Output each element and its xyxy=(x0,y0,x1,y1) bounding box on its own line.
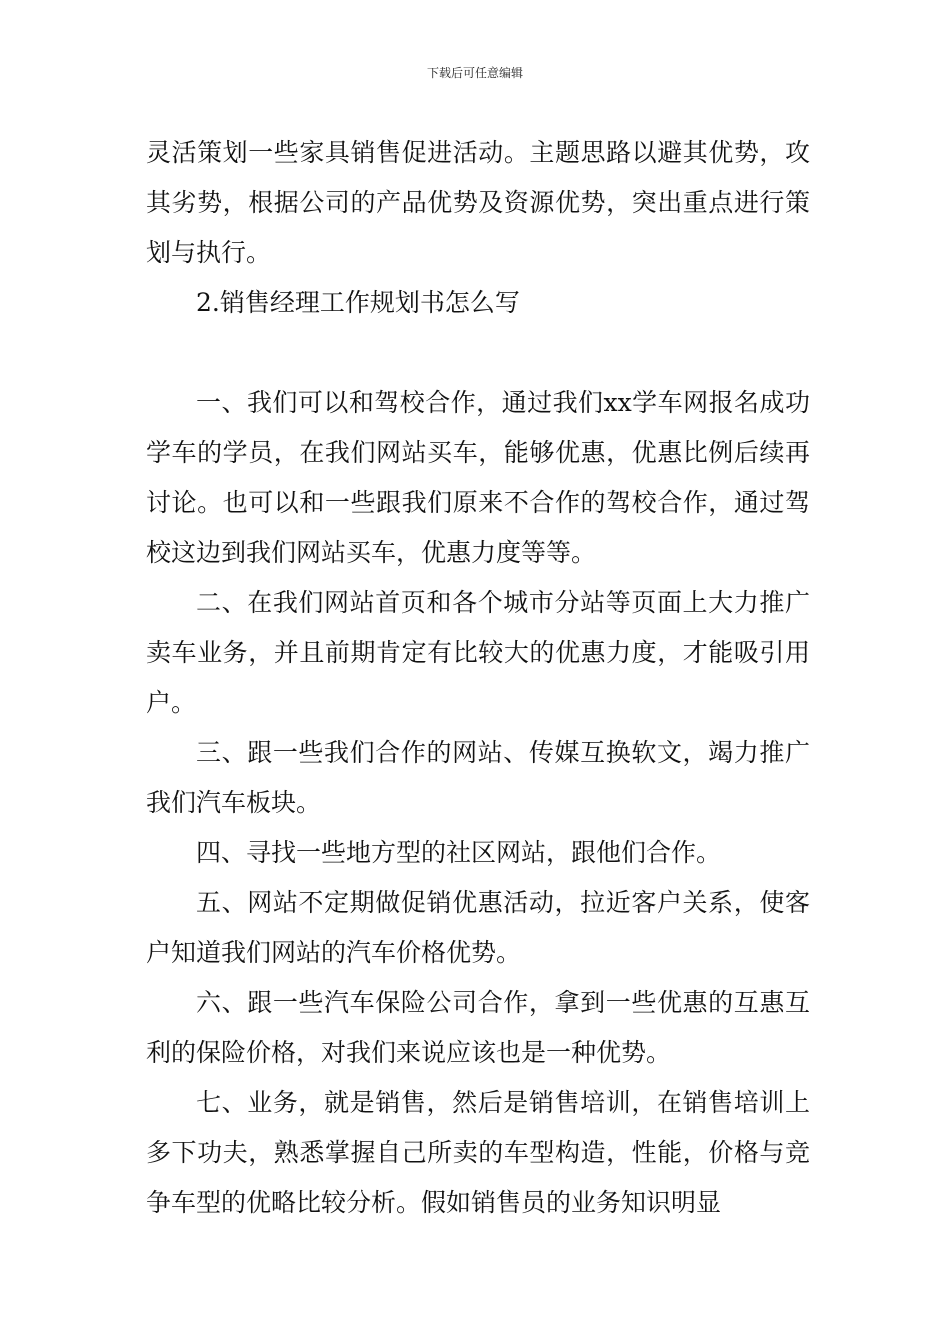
paragraph-4: 四、寻找一些地方型的社区网站，跟他们合作。 xyxy=(196,838,722,867)
blank-line xyxy=(146,328,810,378)
section-heading: 2.销售经理工作规划书怎么写 xyxy=(196,288,520,317)
paragraph-3: 三、跟一些我们合作的网站、传媒互换软文，竭力推广我们汽车板块。 xyxy=(146,738,810,817)
paragraph-1: 一、我们可以和驾校合作，通过我们xx学车网报名成功学车的学员，在我们网站买车，能够优惠，优惠比例后续再讨论。也可以和一些跟我们原来不合作的驾校合作，通过驾校这边到我们网站买车，优惠力度等等。 xyxy=(146,388,810,567)
paragraph-5: 五、网站不定期做促销优惠活动，拉近客户关系，使客户知道我们网站的汽车价格优势。 xyxy=(146,888,810,967)
page-header-note: 下载后可任意编辑 xyxy=(426,66,523,80)
document-body xyxy=(146,128,810,1228)
paragraph-2: 二、在我们网站首页和各个城市分站等页面上大力推广卖车业务，并且前期肯定有比较大的优惠力度，才能吸引用户。 xyxy=(146,588,810,717)
paragraph-continued: 灵活策划一些家具销售促进活动。主题思路以避其优势，攻其劣势，根据公司的产品优势及资源优势，突出重点进行策划与执行。 xyxy=(146,138,810,267)
paragraph-7: 七、业务，就是销售，然后是销售培训，在销售培训上多下功夫，熟悉掌握自己所卖的车型构造，性能，价格与竞争车型的优略比较分析。假如销售员的业务知识明显 xyxy=(146,1088,810,1217)
paragraph-6: 六、跟一些汽车保险公司合作，拿到一些优惠的互惠互利的保险价格，对我们来说应该也是一种优势。 xyxy=(146,988,810,1067)
